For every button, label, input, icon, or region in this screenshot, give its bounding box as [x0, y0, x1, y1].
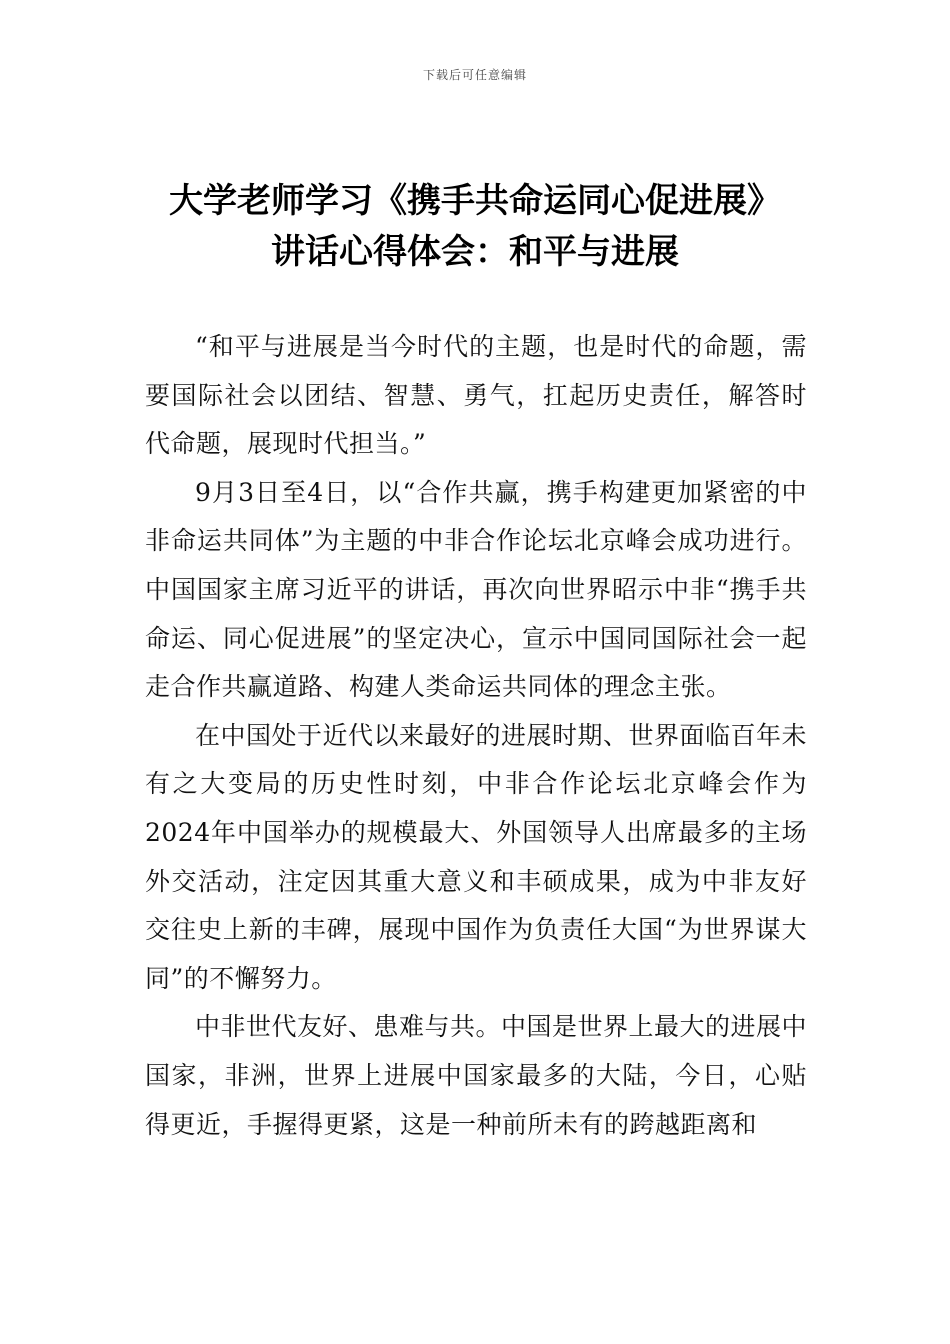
title-line-1: 大学老师学习《携手共命运同心促进展》	[169, 181, 781, 221]
document-body	[145, 323, 807, 1149]
paragraph-1: “和平与进展是当今时代的主题，也是时代的命题，需要国际社会以团结、智慧、勇气，扛起历史责任，解答时代命题，展现时代担当。”	[145, 332, 807, 459]
header-note: 下载后可任意编辑	[422, 68, 527, 82]
document-title	[100, 176, 850, 278]
title-line-2: 讲话心得体会：和平与进展	[271, 232, 679, 272]
paragraph-4: 中非世代友好、患难与共。中国是世界上最大的进展中国家，非洲，世界上进展中国家最多的大陆，今日，心贴得更近，手握得更紧，这是一种前所未有的跨越距离和	[145, 1012, 808, 1139]
paragraph-2: 9月3日至4日，以“合作共赢，携手构建更加紧密的中非命运共同体”为主题的中非合作论坛北京峰会成功进行。中国国家主席习近平的讲话，再次向世界昭示中非“携手共命运、同心促进展”的坚定决心，宣示中国同国际社会一起走合作共赢道路、构建人类命运共同体的理念主张。	[145, 477, 807, 702]
paragraph-3: 在中国处于近代以来最好的进展时期、世界面临百年未有之大变局的历史性时刻，中非合作论坛北京峰会作为2024年中国举办的规模最大、外国领导人出席最多的主场外交活动，注定因其重大意义和丰硕成果，成为中非友好交往史上新的丰碑，展现中国作为负责任大国“为世界谋大同”的不懈努力。	[145, 720, 808, 993]
